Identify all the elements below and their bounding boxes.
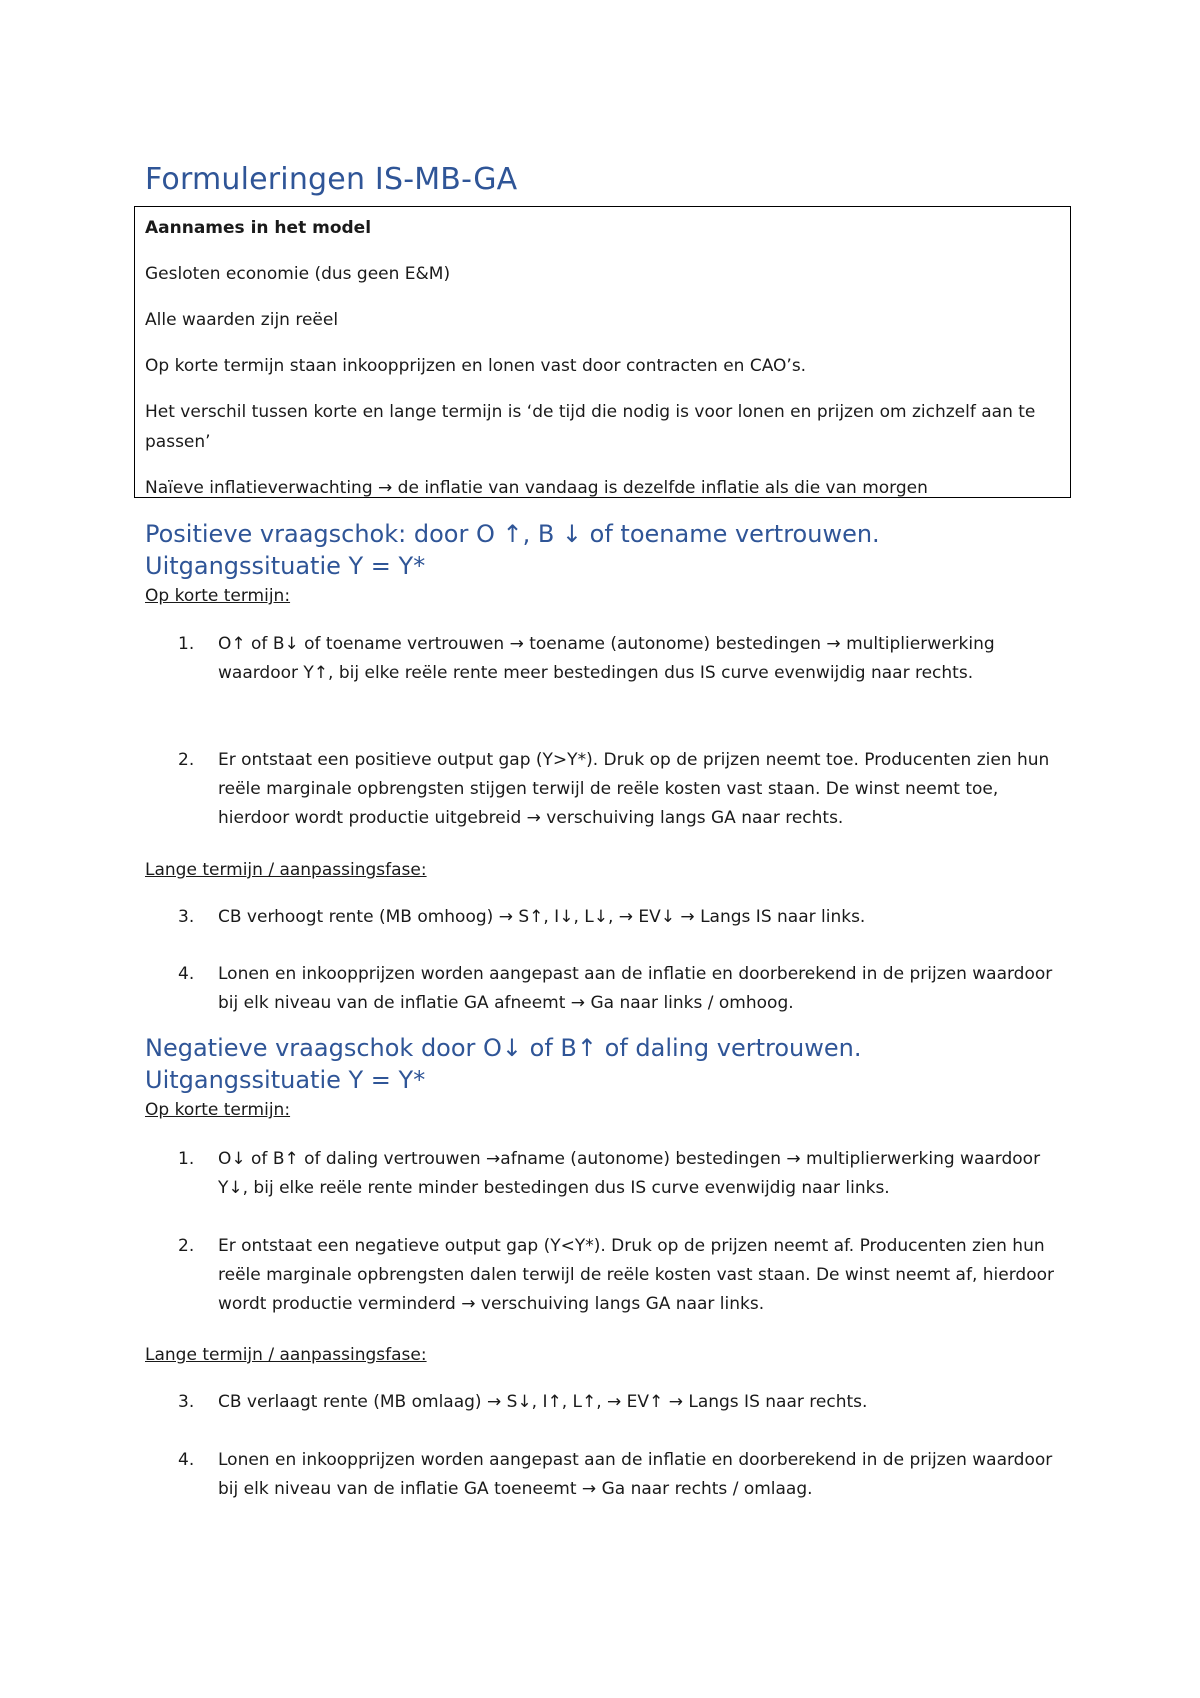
- long-term-label: Lange termijn / aanpassingsfase:: [145, 1345, 427, 1365]
- assumption-line: Alle waarden zijn reëel: [145, 310, 339, 330]
- short-term-label: Op korte termijn:: [145, 1100, 291, 1120]
- assumptions-heading: Aannames in het model: [145, 218, 372, 238]
- assumptions-box: [134, 206, 1071, 498]
- assumption-line: Het verschil tussen korte en lange termijn is ‘de tijd die nodig is voor lonen en prijzen om zichzelf aan te passen’: [145, 402, 1036, 452]
- section-heading-negative: Negatieve vraagschok door O↓ of B↑ of daling vertrouwen. Uitgangssituatie Y = Y*: [145, 1034, 862, 1094]
- list-text: Er ontstaat een positieve output gap (Y>Y*). Druk op de prijzen neemt toe. Producenten zien hun reële marginale opbrengsten stijgen terwijl de reële kosten vast staan. De winst neemt toe, hierdoor wordt productie uitgebreid → verschuiving langs GA naar rechts.: [218, 750, 1050, 828]
- list-item: [178, 1388, 1078, 1417]
- list-item: [178, 960, 1078, 1018]
- list-number: 4.: [178, 1450, 195, 1470]
- list-number: 1.: [178, 634, 195, 654]
- list-item: [178, 903, 1078, 932]
- list-text: CB verhoogt rente (MB omhoog) → S↑, I↓, L↓, → EV↓ → Langs IS naar links.: [218, 907, 866, 927]
- short-term-label: Op korte termijn:: [145, 586, 291, 606]
- list-text: O↑ of B↓ of toename vertrouwen → toename (autonome) bestedingen → multiplierwerking waardoor Y↑, bij elke reële rente meer bestedingen dus IS curve evenwijdig naar rechts.: [218, 634, 995, 683]
- list-text: Lonen en inkoopprijzen worden aangepast aan de inflatie en doorberekend in de prijzen waardoor bij elk niveau van de inflatie GA toeneemt → Ga naar rechts / omlaag.: [218, 1450, 1053, 1499]
- list-text: O↓ of B↑ of daling vertrouwen →afname (autonome) bestedingen → multiplierwerking waardoor Y↓, bij elke reële rente minder bestedingen dus IS curve evenwijdig naar links.: [218, 1149, 1041, 1198]
- list-item: [178, 1232, 1078, 1319]
- list-number: 3.: [178, 907, 195, 927]
- list-item: [178, 630, 1078, 688]
- list-number: 4.: [178, 964, 195, 984]
- list-item: [178, 1145, 1078, 1203]
- assumption-line: Naïeve inflatieverwachting → de inflatie van vandaag is dezelfde inflatie als die van morgen: [145, 478, 928, 498]
- list-number: 2.: [178, 1236, 195, 1256]
- list-text: Er ontstaat een negatieve output gap (Y<Y*). Druk op de prijzen neemt af. Producenten zien hun reële marginale opbrengsten dalen terwijl de reële kosten vast staan. De winst neemt af, hierdoor wordt productie verminderd → verschuiving langs GA naar links.: [218, 1236, 1054, 1314]
- list-number: 3.: [178, 1392, 195, 1412]
- list-number: 2.: [178, 750, 195, 770]
- assumption-line: Gesloten economie (dus geen E&M): [145, 264, 451, 284]
- list-item: [178, 746, 1078, 833]
- list-number: 1.: [178, 1149, 195, 1169]
- list-text: Lonen en inkoopprijzen worden aangepast aan de inflatie en doorberekend in de prijzen waardoor bij elk niveau van de inflatie GA afneemt → Ga naar links / omhoog.: [218, 964, 1053, 1013]
- long-term-label: Lange termijn / aanpassingsfase:: [145, 860, 427, 880]
- section-heading-positive: Positieve vraagschok: door O ↑, B ↓ of toename vertrouwen. Uitgangssituatie Y = Y*: [145, 520, 880, 580]
- list-item: [178, 1446, 1078, 1504]
- assumption-line: Op korte termijn staan inkoopprijzen en lonen vast door contracten en CAO’s.: [145, 356, 807, 376]
- list-text: CB verlaagt rente (MB omlaag) → S↓, I↑, L↑, → EV↑ → Langs IS naar rechts.: [218, 1392, 868, 1412]
- page-title: Formuleringen IS-MB-GA: [145, 162, 518, 197]
